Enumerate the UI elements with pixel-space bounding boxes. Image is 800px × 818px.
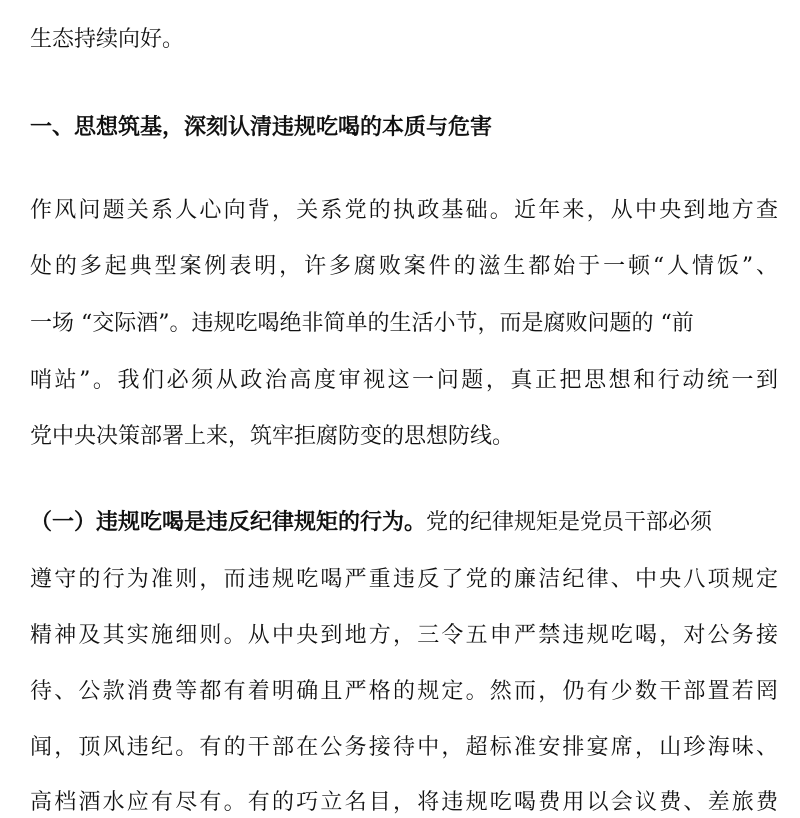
paragraph-line xyxy=(30,422,778,452)
paragraph-line xyxy=(30,366,778,396)
subsection-lead: （一）违规吃喝是违反纪律规矩的行为。 xyxy=(30,510,427,535)
paragraph-line xyxy=(30,677,778,707)
line-text: 精神及其实施细则。从中央到地方，三令五申严禁违规吃喝，对公务接 xyxy=(30,623,778,648)
paragraph-line xyxy=(30,733,778,763)
line-text: 党的纪律规矩是党员干部必须 xyxy=(426,510,713,535)
line-text: 处的多起典型案例表明，许多腐败案件的滋生都始于一顿“人情饭”、 xyxy=(30,254,778,279)
line-text: 党中央决策部署上来，筑牢拒腐防变的思想防线。 xyxy=(30,424,515,449)
line-text: 作风问题关系人心向背，关系党的执政基础。近年来，从中央到地方查 xyxy=(30,198,778,223)
subsection-line xyxy=(30,508,778,538)
paragraph-line xyxy=(30,25,778,55)
paragraph-line xyxy=(30,196,778,226)
line-text: 一场 “交际酒”。违规吃喝绝非简单的生活小节，而是腐败问题的 “前 xyxy=(30,311,694,336)
paragraph-line xyxy=(30,252,778,282)
paragraph-line xyxy=(30,565,778,595)
line-text: 闻，顶风违纪。有的干部在公务接待中，超标准安排宴席，山珍海味、 xyxy=(30,735,778,760)
line-text: 待、公款消费等都有着明确且严格的规定。然而，仍有少数干部置若罔 xyxy=(30,679,778,704)
paragraph-line xyxy=(30,621,778,651)
line-text: 遵守的行为准则，而违规吃喝严重违反了党的廉洁纪律、中央八项规定 xyxy=(30,567,778,592)
section-heading xyxy=(30,113,778,143)
paragraph-line xyxy=(30,788,778,818)
paragraph-line xyxy=(30,309,778,339)
line-text: 生态持续向好。 xyxy=(30,27,185,52)
line-text: 哨站”。我们必须从政治高度审视这一问题，真正把思想和行动统一到 xyxy=(30,368,778,393)
line-text: 高档酒水应有尽有。有的巧立名目，将违规吃喝费用以会议费、差旅费 xyxy=(30,790,778,815)
heading-text: 一、思想筑基，深刻认清违规吃喝的本质与危害 xyxy=(30,115,493,140)
